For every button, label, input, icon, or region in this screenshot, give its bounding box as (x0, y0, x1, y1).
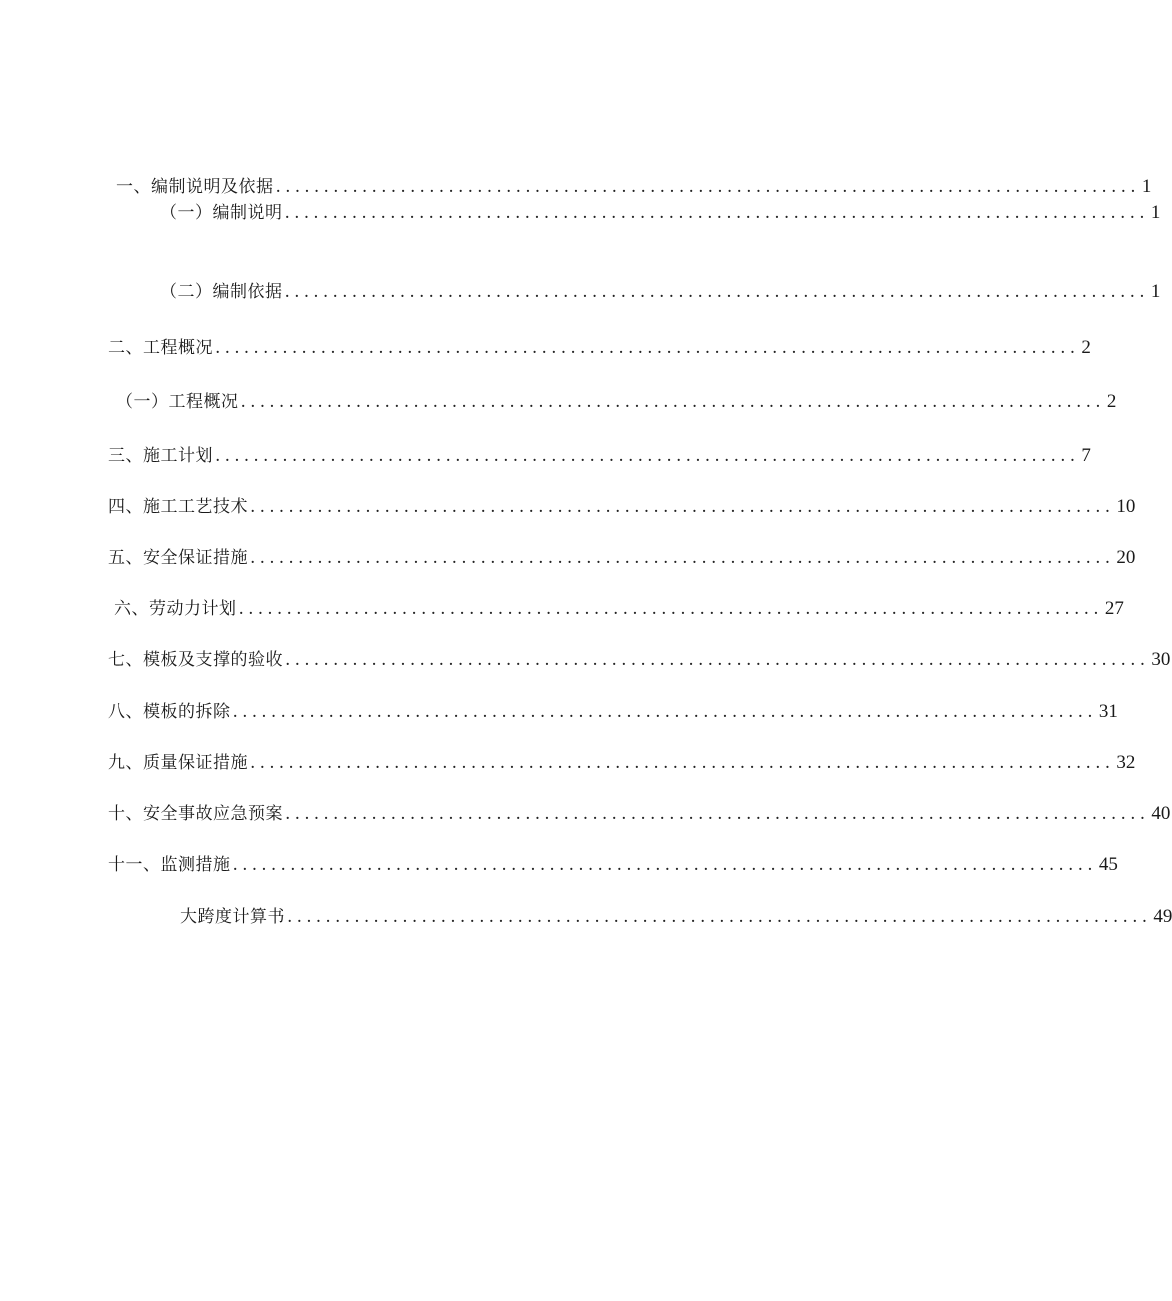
toc-dot-leader: .......................................................................................... (250, 497, 1115, 517)
toc-dot-leader: .......................................................................................... (232, 702, 1097, 722)
toc-entry-page: 40 (1151, 803, 1171, 824)
toc-dot-leader: .......................................................................................... (285, 804, 1150, 824)
toc-entry-title: 六、劳动力计划 (114, 599, 237, 619)
toc-dot-leader: .......................................................................................... (250, 548, 1115, 568)
toc-dot-leader: .......................................................................................... (215, 338, 1080, 358)
toc-entry[interactable] (160, 280, 1161, 304)
toc-dot-leader: .......................................................................................... (285, 650, 1150, 670)
toc-entry-page: 7 (1081, 445, 1091, 466)
toc-dot-leader: .......................................................................................... (284, 203, 1149, 223)
toc-entry[interactable] (160, 201, 1161, 225)
toc-entry-title: 十一、监测措施 (108, 855, 231, 875)
toc-dot-leader: .......................................................................................... (240, 392, 1105, 412)
toc-entry-page: 32 (1116, 752, 1136, 773)
toc-entry-title: （一）编制说明 (160, 203, 283, 223)
toc-dot-leader: .......................................................................................... (275, 177, 1140, 197)
toc-entry[interactable] (108, 751, 1136, 775)
toc-entry-title: 大跨度计算书 (180, 907, 285, 927)
toc-dot-leader: .......................................................................................... (232, 855, 1097, 875)
toc-entry-page: 20 (1116, 547, 1136, 568)
toc-entry-title: 八、模板的拆除 (108, 702, 231, 722)
toc-entry[interactable] (108, 336, 1091, 360)
toc-dot-leader: .......................................................................................... (250, 753, 1115, 773)
toc-entry[interactable] (116, 175, 1152, 199)
toc-entry[interactable] (114, 597, 1124, 621)
toc-entry[interactable] (116, 390, 1117, 414)
toc-entry-title: 七、模板及支撑的验收 (108, 650, 283, 670)
toc-dot-leader: .......................................................................................... (284, 282, 1149, 302)
toc-entry-title: 五、安全保证措施 (108, 548, 248, 568)
toc-entry-page: 1 (1150, 281, 1161, 302)
toc-entry-title: （二）编制依据 (160, 282, 283, 302)
toc-dot-leader: .......................................................................................... (287, 907, 1152, 927)
toc-entry-title: （一）工程概况 (116, 392, 239, 412)
toc-entry[interactable] (108, 495, 1136, 519)
toc-entry-title: 十、安全事故应急预案 (108, 804, 283, 824)
toc-entry-title: 九、质量保证措施 (108, 753, 248, 773)
toc-entry[interactable] (108, 700, 1118, 724)
toc-entry-title: 二、工程概况 (108, 338, 213, 358)
toc-entry[interactable] (108, 853, 1118, 877)
toc-entry-page: 30 (1151, 649, 1171, 670)
toc-entry-page: 31 (1098, 701, 1118, 722)
toc-entry[interactable] (108, 648, 1171, 672)
toc-entry-page: 2 (1081, 337, 1091, 358)
toc-entry-title: 三、施工计划 (108, 446, 213, 466)
toc-entry[interactable] (108, 802, 1171, 826)
toc-dot-leader: .......................................................................................... (238, 599, 1103, 619)
toc-entry-title: 一、编制说明及依据 (116, 177, 274, 197)
toc-entry-page: 49 (1153, 906, 1172, 927)
toc-entry[interactable] (180, 905, 1172, 929)
toc-entry-title: 四、施工工艺技术 (108, 497, 248, 517)
toc-entry-page: 27 (1104, 598, 1124, 619)
toc-entry-page: 1 (1141, 176, 1152, 197)
toc-entry-page: 10 (1116, 496, 1136, 517)
toc-entry-page: 2 (1106, 391, 1117, 412)
toc-entry-page: 45 (1098, 854, 1118, 875)
toc-entry[interactable] (108, 444, 1091, 468)
toc-entry-page: 1 (1150, 202, 1161, 223)
toc-entry[interactable] (108, 546, 1136, 570)
toc-dot-leader: .......................................................................................... (215, 446, 1080, 466)
